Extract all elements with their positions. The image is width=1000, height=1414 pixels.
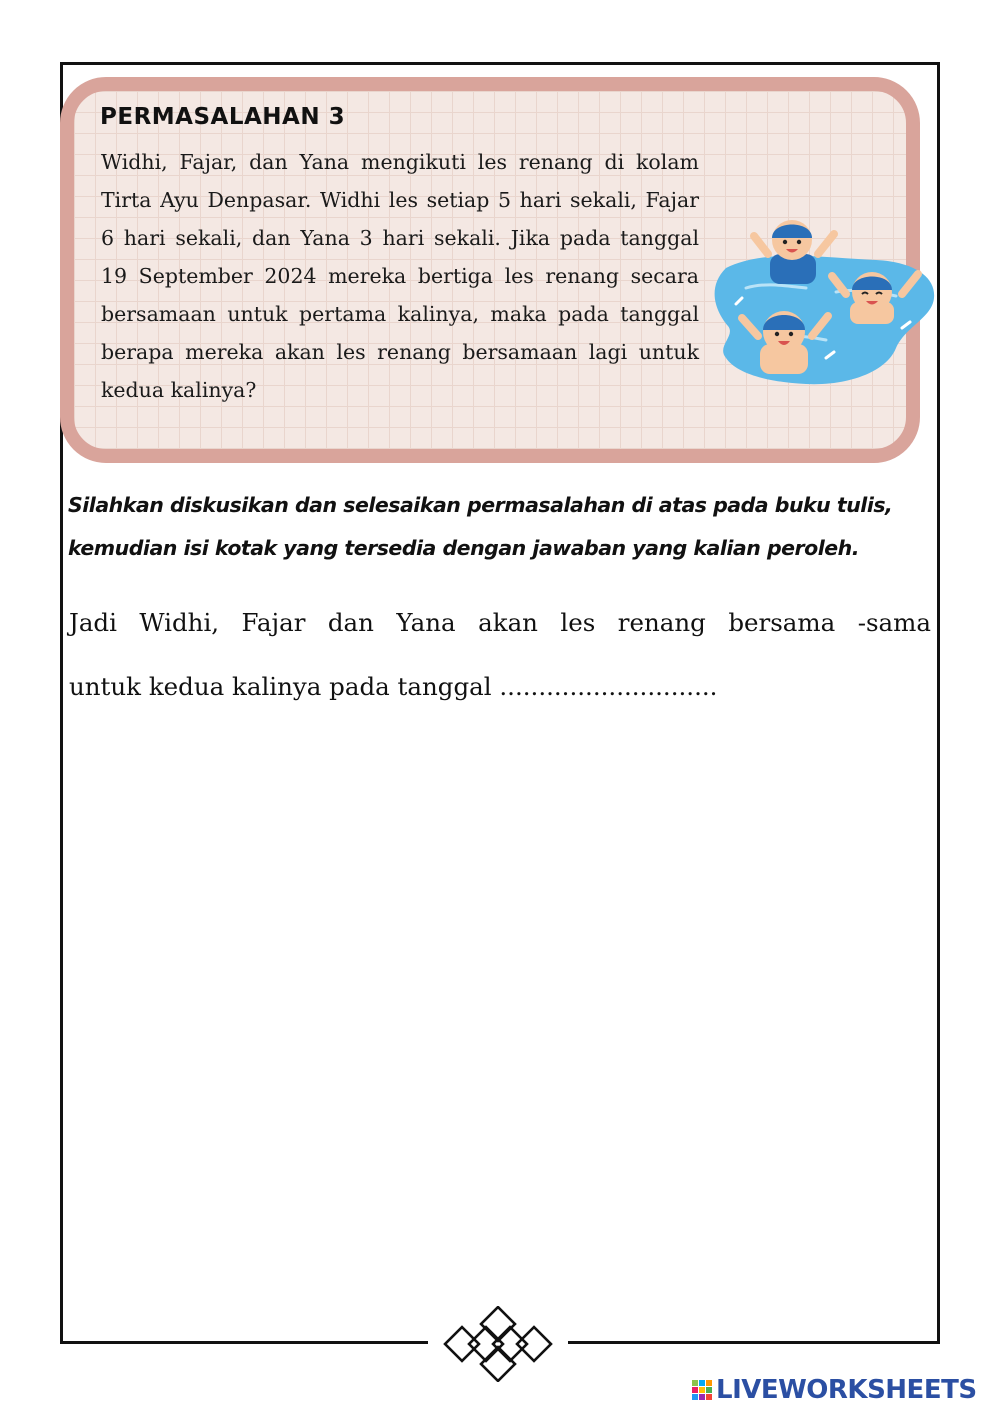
answer-blank[interactable]: ............................: [499, 672, 718, 701]
liveworksheets-logo: [692, 1374, 977, 1406]
answer-sentence-line-2: [69, 672, 931, 701]
swimming-children-illustration: [706, 208, 938, 408]
problem-text: Widhi, Fajar, dan Yana mengikuti les renang di kolam Tirta Ayu Denpasar. Widhi les setiap 5 hari sekali, Fajar 6 hari sekali, dan Yana 3 hari sekali. Jika pada tanggal 19 September 2024 mereka bertiga les renang secara bersamaan untuk pertama kalinya, maka pada tanggal berapa mereka akan les renang bersamaan lagi untuk kedua kalinya?: [101, 150, 699, 402]
liveworksheets-logo-icon: [692, 1378, 712, 1402]
diamond-ornament-icon: [434, 1306, 562, 1382]
instruction-text: Silahkan diskusikan dan selesaikan permasalahan di atas pada buku tulis, kemudian isi kotak yang tersedia dengan jawaban yang kalian peroleh.: [68, 493, 893, 560]
answer-sentence-text: untuk kedua kalinya pada tanggal: [69, 672, 492, 701]
answer-sentence-line-1: Jadi Widhi, Fajar dan Yana akan les renang bersama -sama: [69, 608, 931, 637]
logo-text: LIVEWORKSHEETS: [716, 1375, 977, 1405]
problem-title: PERMASALAHAN 3: [100, 104, 346, 130]
